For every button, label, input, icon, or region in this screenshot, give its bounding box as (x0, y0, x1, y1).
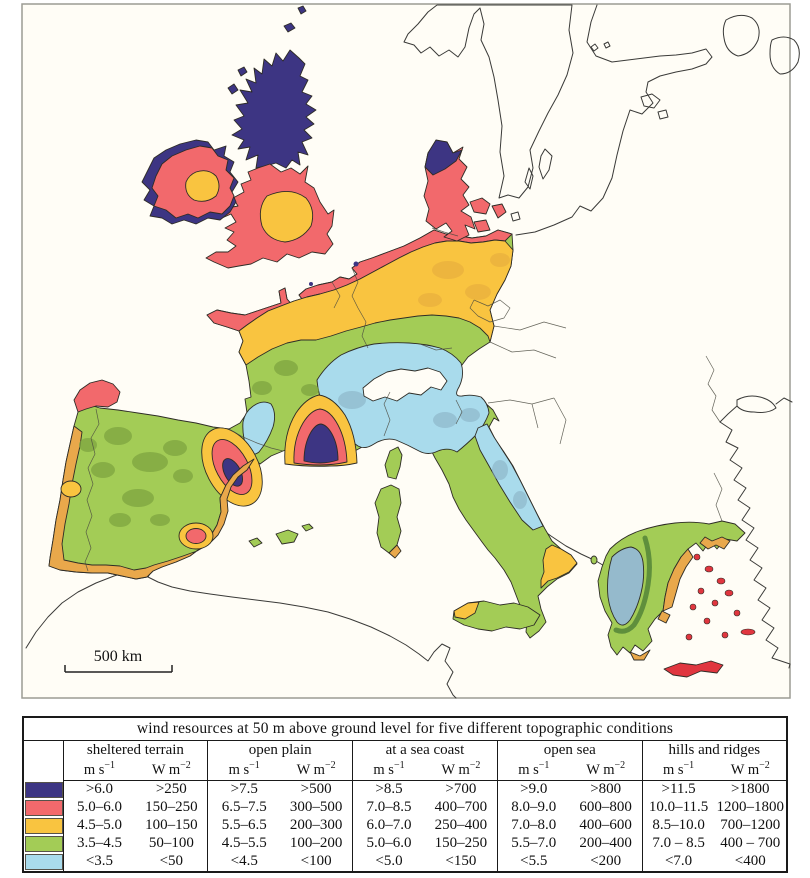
value-cell: >500 (300, 781, 332, 798)
value-cell: >800 (590, 781, 622, 798)
legend-swatch-blue (25, 854, 63, 870)
value-cell: 50–100 (148, 835, 194, 852)
col-group-sheltered-terrain: sheltered terrain (63, 741, 208, 761)
value-cell: >700 (445, 781, 477, 798)
value-cell: 400–700 (434, 799, 488, 816)
value-cell: <150 (445, 853, 477, 870)
value-cell: 400 – 700 (720, 835, 781, 852)
unit-power: W $m^{-2}$ (570, 760, 642, 781)
unit-speed: m $s^{-1}$ (353, 760, 425, 781)
value-cell: >11.5 (642, 781, 714, 800)
wind-legend-table (22, 716, 788, 873)
swatch-cell (23, 835, 63, 853)
legend-swatch-yellow (25, 818, 63, 834)
value-cell: <4.5 (208, 853, 280, 872)
value-cell: <200 (590, 853, 622, 870)
value-cell: <5.5 (497, 853, 569, 872)
value-cell: 250–400 (434, 817, 488, 834)
swatch-cell (23, 781, 63, 800)
legend-swatch-green (25, 836, 63, 852)
value-cell: 6.0–7.0 (353, 817, 425, 835)
col-group-hills-ridges: hills and ridges (642, 741, 787, 761)
value-cell: 700–1200 (720, 817, 781, 834)
value-cell: 200–400 (579, 835, 632, 852)
col-group-open-sea: open sea (497, 741, 642, 761)
value-cell: >1800 (731, 781, 770, 798)
value-cell: 6.5–7.5 (208, 799, 280, 817)
scale-bar-label: 500 km (93, 648, 143, 665)
value-cell: >6.0 (63, 781, 135, 800)
unit-speed: m $s^{-1}$ (208, 760, 280, 781)
swatch-cell (23, 799, 63, 817)
value-cell: 200–300 (289, 817, 343, 834)
value-cell: >9.0 (497, 781, 569, 800)
unit-speed: m $s^{-1}$ (642, 760, 714, 781)
unit-speed: m $s^{-1}$ (63, 760, 135, 781)
value-cell: 600–800 (579, 799, 632, 816)
swatch-column-header (23, 741, 63, 781)
value-cell: 1200–1800 (716, 799, 784, 816)
value-cell: 4.5–5.0 (63, 817, 135, 835)
value-cell: <100 (300, 853, 332, 870)
value-cell: 4.5–5.5 (208, 835, 280, 853)
value-cell: 400–600 (579, 817, 632, 834)
value-cell: 3.5–4.5 (63, 835, 135, 853)
value-cell: 8.0–9.0 (497, 799, 569, 817)
legend-swatch-red (25, 800, 63, 816)
swatch-cell (23, 817, 63, 835)
value-cell: 7.0–8.0 (497, 817, 569, 835)
unit-power: W $m^{-2}$ (135, 760, 207, 781)
col-group-open-plain: open plain (208, 741, 353, 761)
value-cell: >250 (155, 781, 187, 798)
region-lisbon-yellow-spot (61, 481, 81, 497)
unit-power: W $m^{-2}$ (280, 760, 352, 781)
value-cell: 100–150 (145, 817, 198, 834)
unit-power: W $m^{-2}$ (715, 760, 787, 781)
value-cell: 10.0–11.5 (642, 799, 714, 817)
value-cell: 5.0–6.0 (353, 835, 425, 853)
value-cell: <5.0 (353, 853, 425, 872)
value-cell: 7.0–8.5 (353, 799, 425, 817)
value-cell: <400 (734, 853, 766, 870)
value-cell: 100–200 (289, 835, 343, 852)
value-cell: <3.5 (63, 853, 135, 872)
col-group-sea-coast: at a sea coast (353, 741, 498, 761)
value-cell: 8.5–10.0 (642, 817, 714, 835)
value-cell: 5.5–7.0 (497, 835, 569, 853)
value-cell: 150–250 (434, 835, 488, 852)
value-cell: 300–500 (289, 799, 343, 816)
value-cell: <50 (159, 853, 184, 870)
value-cell: 5.5–6.5 (208, 817, 280, 835)
region-se-spain-red-spot (186, 529, 206, 544)
swatch-cell (23, 853, 63, 872)
unit-power: W $m^{-2}$ (425, 760, 497, 781)
value-cell: <7.0 (642, 853, 714, 872)
value-cell: 150–250 (145, 799, 198, 816)
unit-speed: m $s^{-1}$ (497, 760, 569, 781)
legend-title: wind resources at 50 m above ground level for five different topographic conditions (23, 717, 787, 741)
legend-swatch-navy (25, 782, 63, 798)
value-cell: 7.0 – 8.5 (642, 835, 714, 853)
value-cell: >8.5 (353, 781, 425, 800)
value-cell: >7.5 (208, 781, 280, 800)
value-cell: 5.0–6.0 (63, 799, 135, 817)
